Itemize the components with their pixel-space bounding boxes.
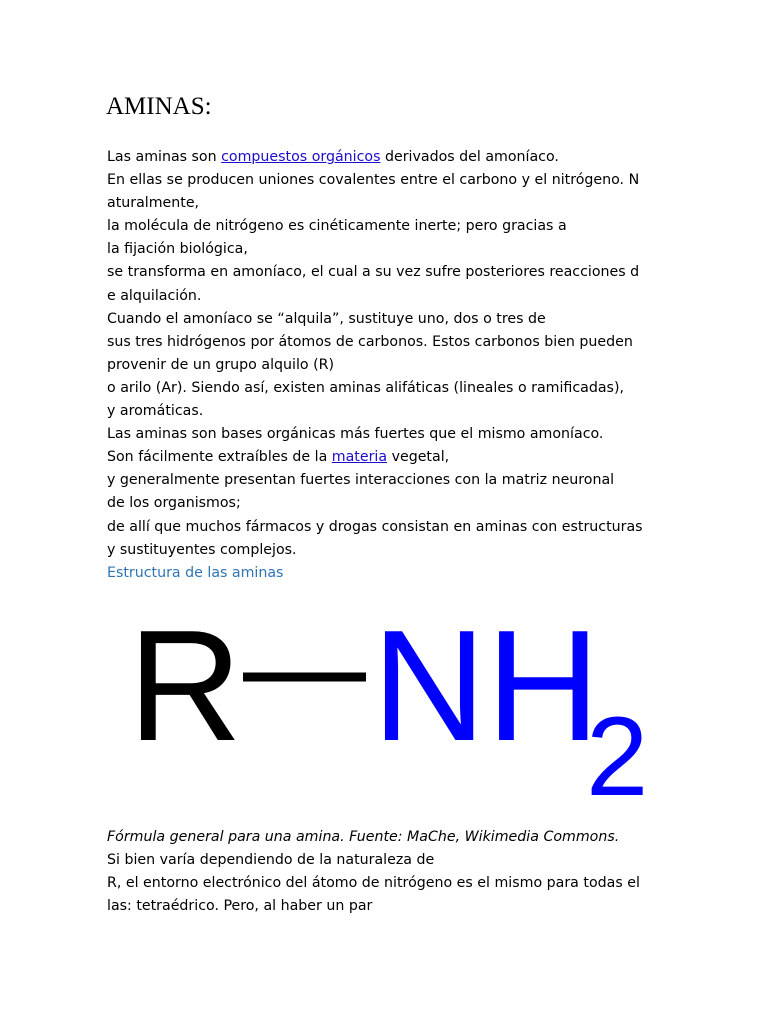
formula-r-group: R: [128, 598, 243, 774]
paragraph-line: e alquilación.: [107, 287, 202, 304]
paragraph-line: provenir de un grupo alquilo (R): [107, 356, 335, 373]
paragraph-line: En ellas se producen uniones covalentes entre el carbono y el nitrógeno. N: [107, 172, 640, 189]
link-compuestos-organicos[interactable]: compuestos orgánicos: [221, 149, 381, 165]
section-heading: Estructura de las aminas: [107, 564, 284, 581]
paragraph-line: sus tres hidrógenos por átomos de carbonos. Estos carbonos bien pueden: [107, 333, 633, 350]
paragraph-line: la molécula de nitrógeno es cinéticamente inerte; pero gracias a: [107, 218, 567, 235]
paragraph-line: la fijación biológica,: [107, 241, 248, 258]
paragraph-line: y aromáticas.: [107, 403, 204, 420]
link-materia[interactable]: materia: [331, 449, 388, 466]
paragraph-line: o arilo (Ar). Siendo así, existen aminas alifáticas (lineales o ramificadas),: [107, 379, 624, 396]
paragraph-line: [107, 446, 707, 469]
paragraph-line: Cuando el amoníaco se “alquila”, sustituye uno, dos o tres de: [107, 310, 546, 327]
formula-amine-group: NH: [372, 598, 601, 774]
closing-line: R, el entorno electrónico del átomo de nitrógeno es el mismo para todas el: [107, 875, 640, 892]
figure-caption-block: [107, 826, 727, 918]
paragraph-line: y sustituyentes complejos.: [107, 541, 297, 558]
paragraph-line: aturalmente,: [107, 195, 200, 212]
figure-caption: Fórmula general para una amina. Fuente: MaChe, Wikimedia Commons.: [107, 829, 620, 845]
paragraph-line: de allí que muchos fármacos y drogas consistan en aminas con estructuras: [107, 518, 643, 535]
line-text: Las aminas son: [107, 149, 222, 165]
paragraph-line: de los organismos;: [107, 495, 241, 512]
line-text: vegetal,: [387, 449, 450, 466]
closing-line: Si bien varía dependiendo de la naturaleza de: [107, 852, 435, 869]
paragraph-line: [107, 146, 707, 169]
line-text: Son fácilmente extraíbles de la: [107, 449, 332, 466]
body-text: [107, 146, 707, 585]
closing-line: las: tetraédrico. Pero, al haber un par: [107, 898, 373, 915]
formula-subscript: 2: [586, 694, 649, 819]
paragraph-line: Las aminas son bases orgánicas más fuertes que el mismo amoníaco.: [107, 426, 604, 443]
paragraph-line: se transforma en amoníaco, el cual a su vez sufre posteriores reacciones d: [107, 264, 640, 281]
page-title: AMINAS:: [106, 93, 212, 120]
line-text: derivados del amoníaco.: [380, 149, 559, 165]
paragraph-line: y generalmente presentan fuertes interacciones con la matriz neuronal: [107, 472, 615, 489]
